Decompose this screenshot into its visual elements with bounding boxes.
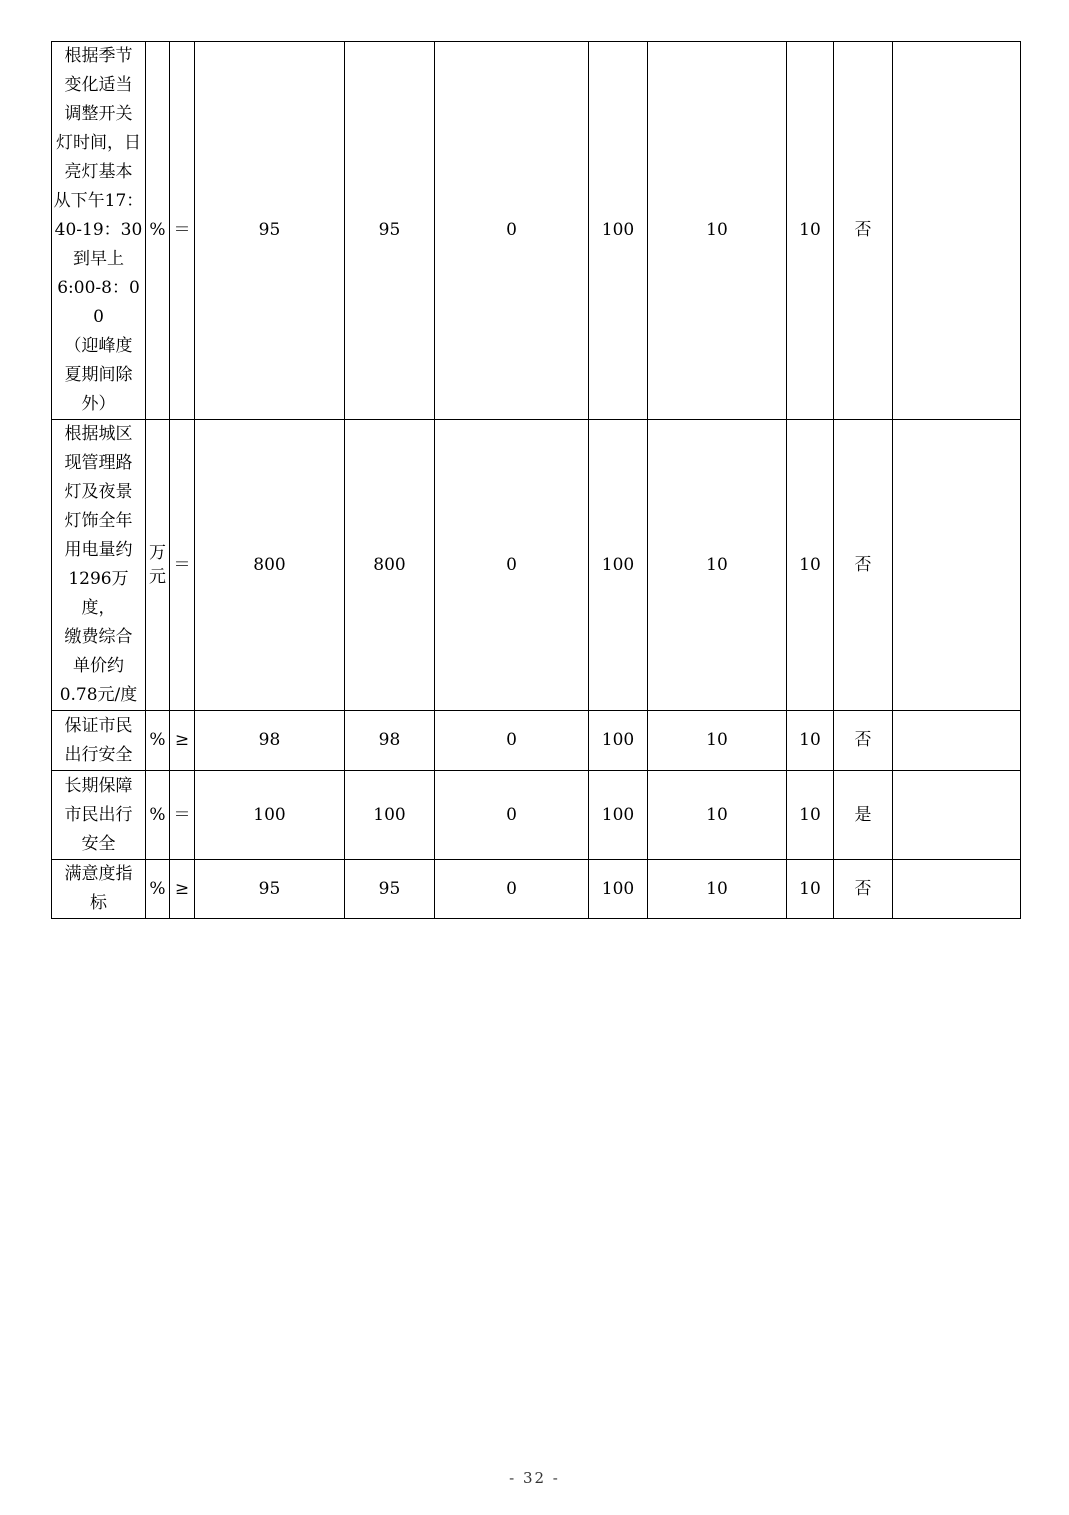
note-cell <box>893 771 1021 860</box>
note-cell <box>893 42 1021 420</box>
table-row <box>52 771 1021 860</box>
score-cell: 10 <box>787 42 834 420</box>
note-cell <box>893 711 1021 771</box>
completion-rate-cell: 100 <box>589 42 648 420</box>
indicator-description: 根据季节 变化适当 调整开关 灯时间，日 亮灯基本 从下午17： 40-19：30 到早上 6:00-8：00 （迎峰度 夏期间除 外） <box>52 42 146 420</box>
weight-cell: 10 <box>648 771 787 860</box>
performance-indicator-table <box>51 41 1021 919</box>
unit-cell: % <box>146 42 170 420</box>
unit-cell: % <box>146 860 170 919</box>
target-value-cell: 100 <box>195 771 345 860</box>
weight-cell: 10 <box>648 860 787 919</box>
actual-value-cell: 95 <box>345 860 435 919</box>
table-row <box>52 860 1021 919</box>
note-cell <box>893 860 1021 919</box>
indicator-description: 根据城区 现管理路 灯及夜景 灯饰全年 用电量约 1296万度， 缴费综合 单价约 0.78元/度 <box>52 420 146 711</box>
completion-rate-cell: 100 <box>589 860 648 919</box>
actual-value-cell: 95 <box>345 42 435 420</box>
score-cell: 10 <box>787 420 834 711</box>
score-cell: 10 <box>787 711 834 771</box>
page-number: - 32 - <box>509 1469 560 1487</box>
table-row <box>52 42 1021 420</box>
operator-cell: ＝ <box>170 42 195 420</box>
target-value-cell: 800 <box>195 420 345 711</box>
note-cell <box>893 420 1021 711</box>
weight-cell: 10 <box>648 420 787 711</box>
target-value-cell: 98 <box>195 711 345 771</box>
deviation-cell: 0 <box>435 771 589 860</box>
operator-cell: ＝ <box>170 420 195 711</box>
core-indicator-cell: 否 <box>834 860 893 919</box>
completion-rate-cell: 100 <box>589 420 648 711</box>
core-indicator-cell: 否 <box>834 711 893 771</box>
operator-cell: ＝ <box>170 771 195 860</box>
completion-rate-cell: 100 <box>589 771 648 860</box>
deviation-cell: 0 <box>435 711 589 771</box>
table-row <box>52 711 1021 771</box>
target-value-cell: 95 <box>195 42 345 420</box>
actual-value-cell: 98 <box>345 711 435 771</box>
target-value-cell: 95 <box>195 860 345 919</box>
deviation-cell: 0 <box>435 42 589 420</box>
deviation-cell: 0 <box>435 420 589 711</box>
indicator-description: 长期保障 市民出行 安全 <box>52 771 146 860</box>
actual-value-cell: 800 <box>345 420 435 711</box>
unit-cell: % <box>146 771 170 860</box>
actual-value-cell: 100 <box>345 771 435 860</box>
core-indicator-cell: 是 <box>834 771 893 860</box>
deviation-cell: 0 <box>435 860 589 919</box>
unit-cell: 万 元 <box>146 420 170 711</box>
weight-cell: 10 <box>648 42 787 420</box>
score-cell: 10 <box>787 860 834 919</box>
weight-cell: 10 <box>648 711 787 771</box>
completion-rate-cell: 100 <box>589 711 648 771</box>
table-row <box>52 420 1021 711</box>
indicator-description: 保证市民 出行安全 <box>52 711 146 771</box>
core-indicator-cell: 否 <box>834 420 893 711</box>
operator-cell: ≥ <box>170 860 195 919</box>
operator-cell: ≥ <box>170 711 195 771</box>
unit-cell: % <box>146 711 170 771</box>
indicator-description: 满意度指 标 <box>52 860 146 919</box>
core-indicator-cell: 否 <box>834 42 893 420</box>
score-cell: 10 <box>787 771 834 860</box>
